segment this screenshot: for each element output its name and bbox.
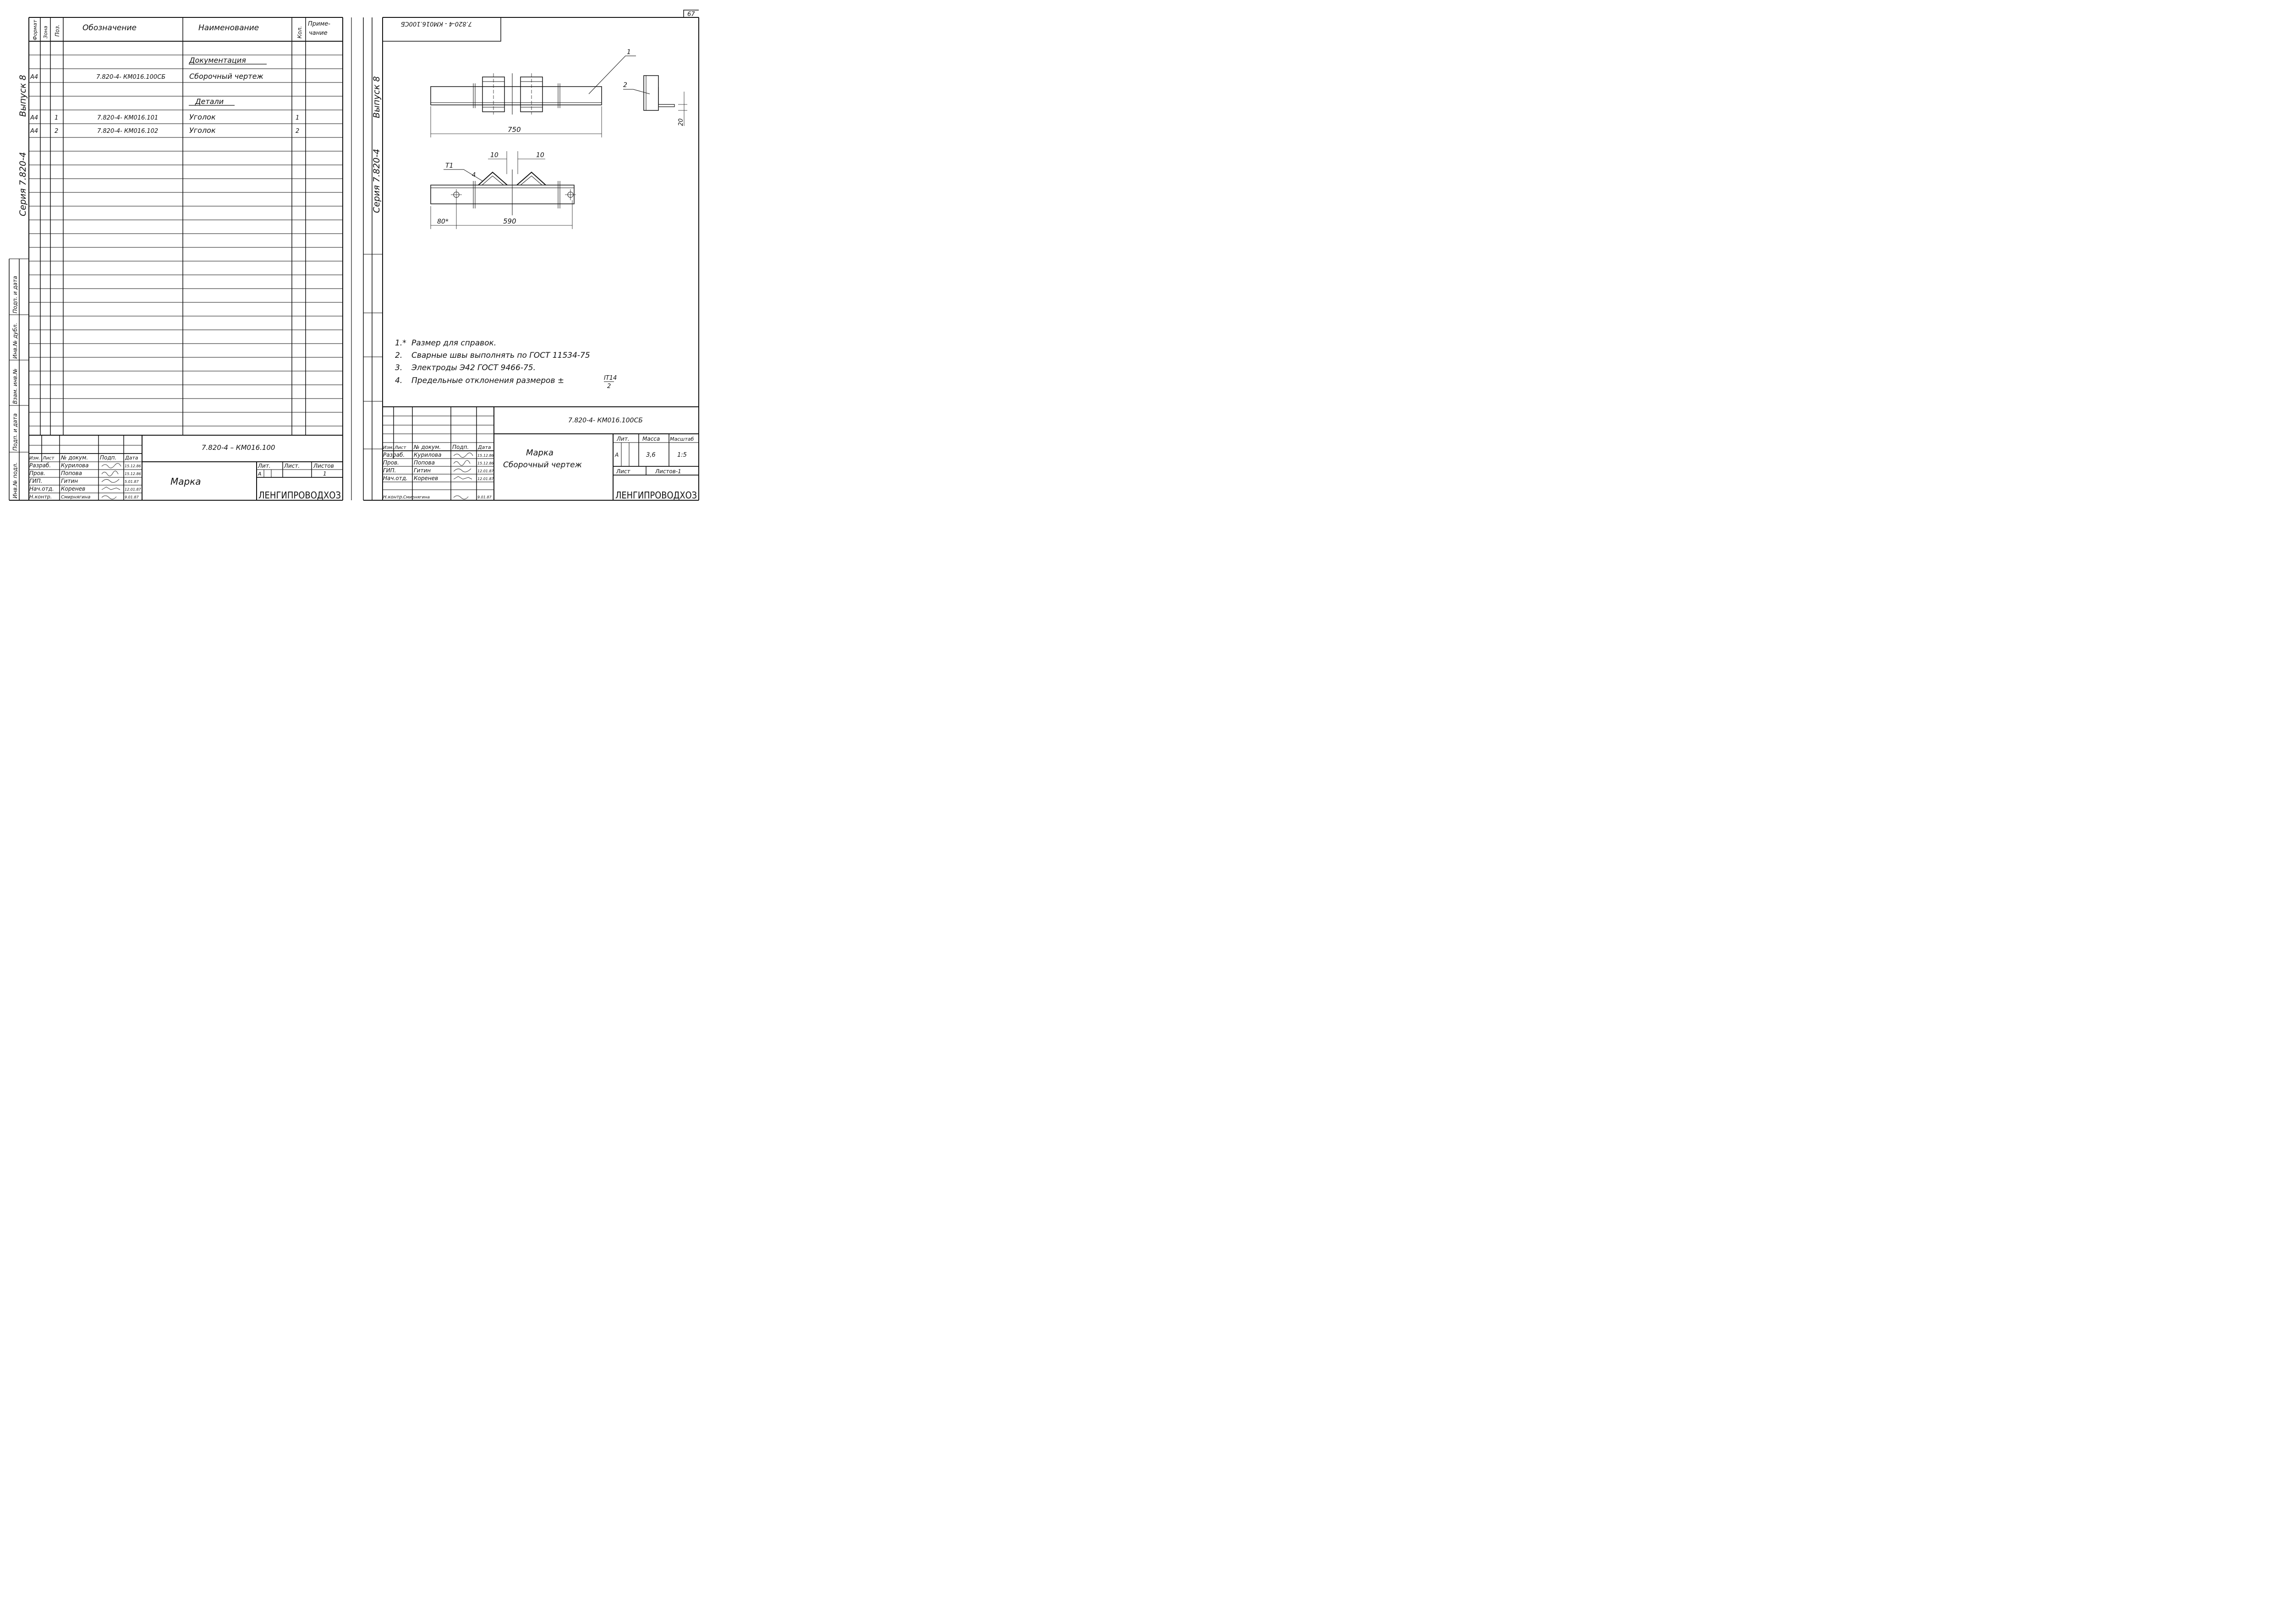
note-1-num: 1.* <box>395 339 406 348</box>
org-name: ЛЕНГИПРОВОДХОЗ <box>258 490 341 501</box>
col-izm-right: Изм. <box>383 445 394 450</box>
spec-row-qty: 1 <box>296 115 300 121</box>
massa-value: 3,6 <box>646 452 656 459</box>
col-podp-right: Подп. <box>452 444 469 450</box>
col-nomer-dokum: № докум. <box>61 454 88 461</box>
spec-row-format: А4 <box>30 115 38 121</box>
date-razrab-right: 15.12.86 <box>477 454 494 458</box>
date-nach-otd-right: 12.01.87 <box>477 477 494 481</box>
lit-label: Лит. <box>258 463 271 469</box>
left-title-block <box>29 443 341 501</box>
person-razrab: Курилова <box>61 462 89 469</box>
document-code: 7.820-4 – КМ016.100 <box>202 443 275 452</box>
role-gip-right: ГИП. <box>383 467 396 474</box>
spec-row-designation: 7.820-4- КМ016.101 <box>97 115 159 121</box>
spec-row-designation: 7.820-4- КМ016.100СБ <box>96 74 166 81</box>
left-side-labels <box>12 75 28 498</box>
note-2-num: 2. <box>395 351 403 360</box>
dim-20: 20 <box>678 118 685 126</box>
spec-row-format: А4 <box>30 74 38 81</box>
role-n-kontr-right: Н.контр. <box>383 495 404 500</box>
left-sheet <box>9 17 351 500</box>
seria-label-right: Серия 7.820-4 <box>372 148 382 213</box>
document-code-right: 7.820-4- КМ016.100СБ <box>568 417 643 424</box>
col-data: Дата <box>125 455 138 461</box>
dim-80: 80* <box>437 218 449 225</box>
person-nach-otd-right: Коренев <box>414 475 438 481</box>
masshtab-value: 1:5 <box>677 452 687 459</box>
note-4-text: Предельные отклонения размеров ± <box>411 376 565 385</box>
seria-label: Серия 7.820-4 <box>18 152 28 216</box>
sheet-number: 67 <box>687 11 695 18</box>
right-sheet <box>363 10 699 500</box>
massa-label: Масса <box>642 436 660 442</box>
role-gip: ГИП. <box>29 478 43 484</box>
list-label: Лист. <box>284 463 300 469</box>
notes <box>395 339 617 390</box>
org-name-right: ЛЕНГИПРОВОДХОЗ <box>615 490 697 501</box>
spec-header <box>32 20 330 40</box>
col-podp: Подп. <box>100 454 117 461</box>
listov-value: 1 <box>323 470 327 477</box>
header-kol: Кол. <box>296 26 303 38</box>
col-data-right: Дата <box>478 444 491 450</box>
date-prov-right: 15.12.86 <box>477 461 494 465</box>
document-name-line-2: Сборочный чертеж <box>503 460 582 470</box>
role-n-kontr: Н.контр. <box>29 494 52 500</box>
date-n-kontr-right: 9.01.87 <box>477 495 492 499</box>
spec-row-name: Документация <box>189 56 246 65</box>
note-2-text: Сварные швы выполнять по ГОСТ 11534-75 <box>411 351 590 360</box>
document-name-line-1: Марка <box>526 448 554 458</box>
header-format: Формат <box>32 20 38 40</box>
person-n-kontr: Смирнягина <box>61 495 91 500</box>
signature-marks <box>102 463 121 499</box>
stamp-col-2: Подп. и дата <box>12 413 18 451</box>
note-3-num: 3. <box>395 363 403 372</box>
spec-row-name: Сборочный чертеж <box>189 72 263 81</box>
role-prov: Пров. <box>29 470 45 476</box>
person-gip-right: Гитин <box>414 467 431 474</box>
person-gip: Гитин <box>61 478 78 484</box>
col-izm: Изм. <box>29 456 40 461</box>
rotated-code: 7.820-4 - КМ016.100СБ <box>400 20 472 27</box>
person-prov-right: Попова <box>414 459 435 466</box>
dim-750: 750 <box>508 126 521 134</box>
stamp-col-3: Взам. инв.№ <box>12 368 18 404</box>
spec-row-name: Детали <box>195 97 224 106</box>
role-razrab: Разраб. <box>29 462 51 469</box>
note-4-num: 4. <box>395 376 403 385</box>
drawing-annotations <box>437 49 685 225</box>
weld-size: 4 <box>472 172 476 179</box>
listov-label-right: Листов-1 <box>655 468 681 475</box>
date-n-kontr: 9.01.87 <box>125 495 139 499</box>
person-n-kontr-right: Смирнягина <box>403 495 430 500</box>
role-nach-otd-right: Нач.отд. <box>383 475 408 481</box>
header-oboznachenie: Обозначение <box>82 23 137 33</box>
note-4-fraction-top: IT14 <box>604 375 617 382</box>
role-razrab-right: Разраб. <box>383 452 405 458</box>
callout-2: 2 <box>623 82 627 89</box>
header-naimenovanie: Наименование <box>198 23 259 33</box>
drawing-sheet <box>0 0 718 507</box>
col-list: Лист <box>43 456 55 461</box>
spec-row-poz: 1 <box>55 115 59 121</box>
vypusk-label: Выпуск 8 <box>18 75 28 117</box>
date-gip-right: 12.01.87 <box>477 469 494 473</box>
date-gip: 5.01.87 <box>125 480 139 484</box>
stamp-col-5: Подп. и дата <box>12 276 18 313</box>
person-nach-otd: Коренев <box>61 486 86 492</box>
lit-label-right: Лит. <box>617 436 630 442</box>
weld-label: Т1 <box>445 162 454 170</box>
role-prov-right: Пров. <box>383 459 399 466</box>
masshtab-label: Масштаб <box>670 436 694 442</box>
person-razrab-right: Курилова <box>414 452 442 458</box>
spec-row-designation: 7.820-4- КМ016.102 <box>97 128 159 135</box>
stamp-col-1: Инв.№ подл. <box>12 462 18 498</box>
role-nach-otd: Нач.отд. <box>29 486 54 492</box>
spec-row-name: Уголок <box>189 126 216 135</box>
dim-10-left: 10 <box>490 152 499 159</box>
vypusk-label-right: Выпуск 8 <box>372 76 382 118</box>
spec-row-qty: 2 <box>296 128 300 135</box>
lit-value-right: А <box>615 452 619 458</box>
spec-row-name: Уголок <box>189 113 216 121</box>
col-nomer-dokum-right: № докум. <box>414 444 441 450</box>
dim-590: 590 <box>503 217 516 225</box>
callout-1: 1 <box>627 49 631 56</box>
date-razrab: 15.12.86 <box>125 464 141 468</box>
header-zona: Зона <box>43 26 49 38</box>
header-primechanie-2: чание <box>309 30 328 37</box>
date-nach-otd: 12.01.87 <box>125 487 141 492</box>
header-primechanie-1: Приме- <box>308 21 330 27</box>
assembly-top-view <box>431 56 636 137</box>
spec-row-format: А4 <box>30 128 38 135</box>
note-4-fraction-bottom: 2 <box>607 383 611 390</box>
listov-label: Листов <box>313 463 334 469</box>
header-poz: Поз. <box>54 24 60 37</box>
signature-marks-right <box>454 453 473 499</box>
person-prov: Попова <box>61 470 82 476</box>
spec-row-poz: 2 <box>55 128 59 135</box>
dim-10-right: 10 <box>536 152 544 159</box>
col-list-right: Лист <box>395 445 406 450</box>
document-name: Марка <box>170 476 201 487</box>
note-1-text: Размер для справок. <box>411 339 497 348</box>
list-label-right: Лист <box>616 468 630 475</box>
spec-rows <box>30 56 299 135</box>
stamp-col-4: Инв.№ дубл. <box>12 323 18 359</box>
date-prov: 15.12.86 <box>125 472 141 476</box>
lit-value: А <box>258 471 262 477</box>
note-3-text: Электроды Э42 ГОСТ 9466-75. <box>411 363 536 372</box>
